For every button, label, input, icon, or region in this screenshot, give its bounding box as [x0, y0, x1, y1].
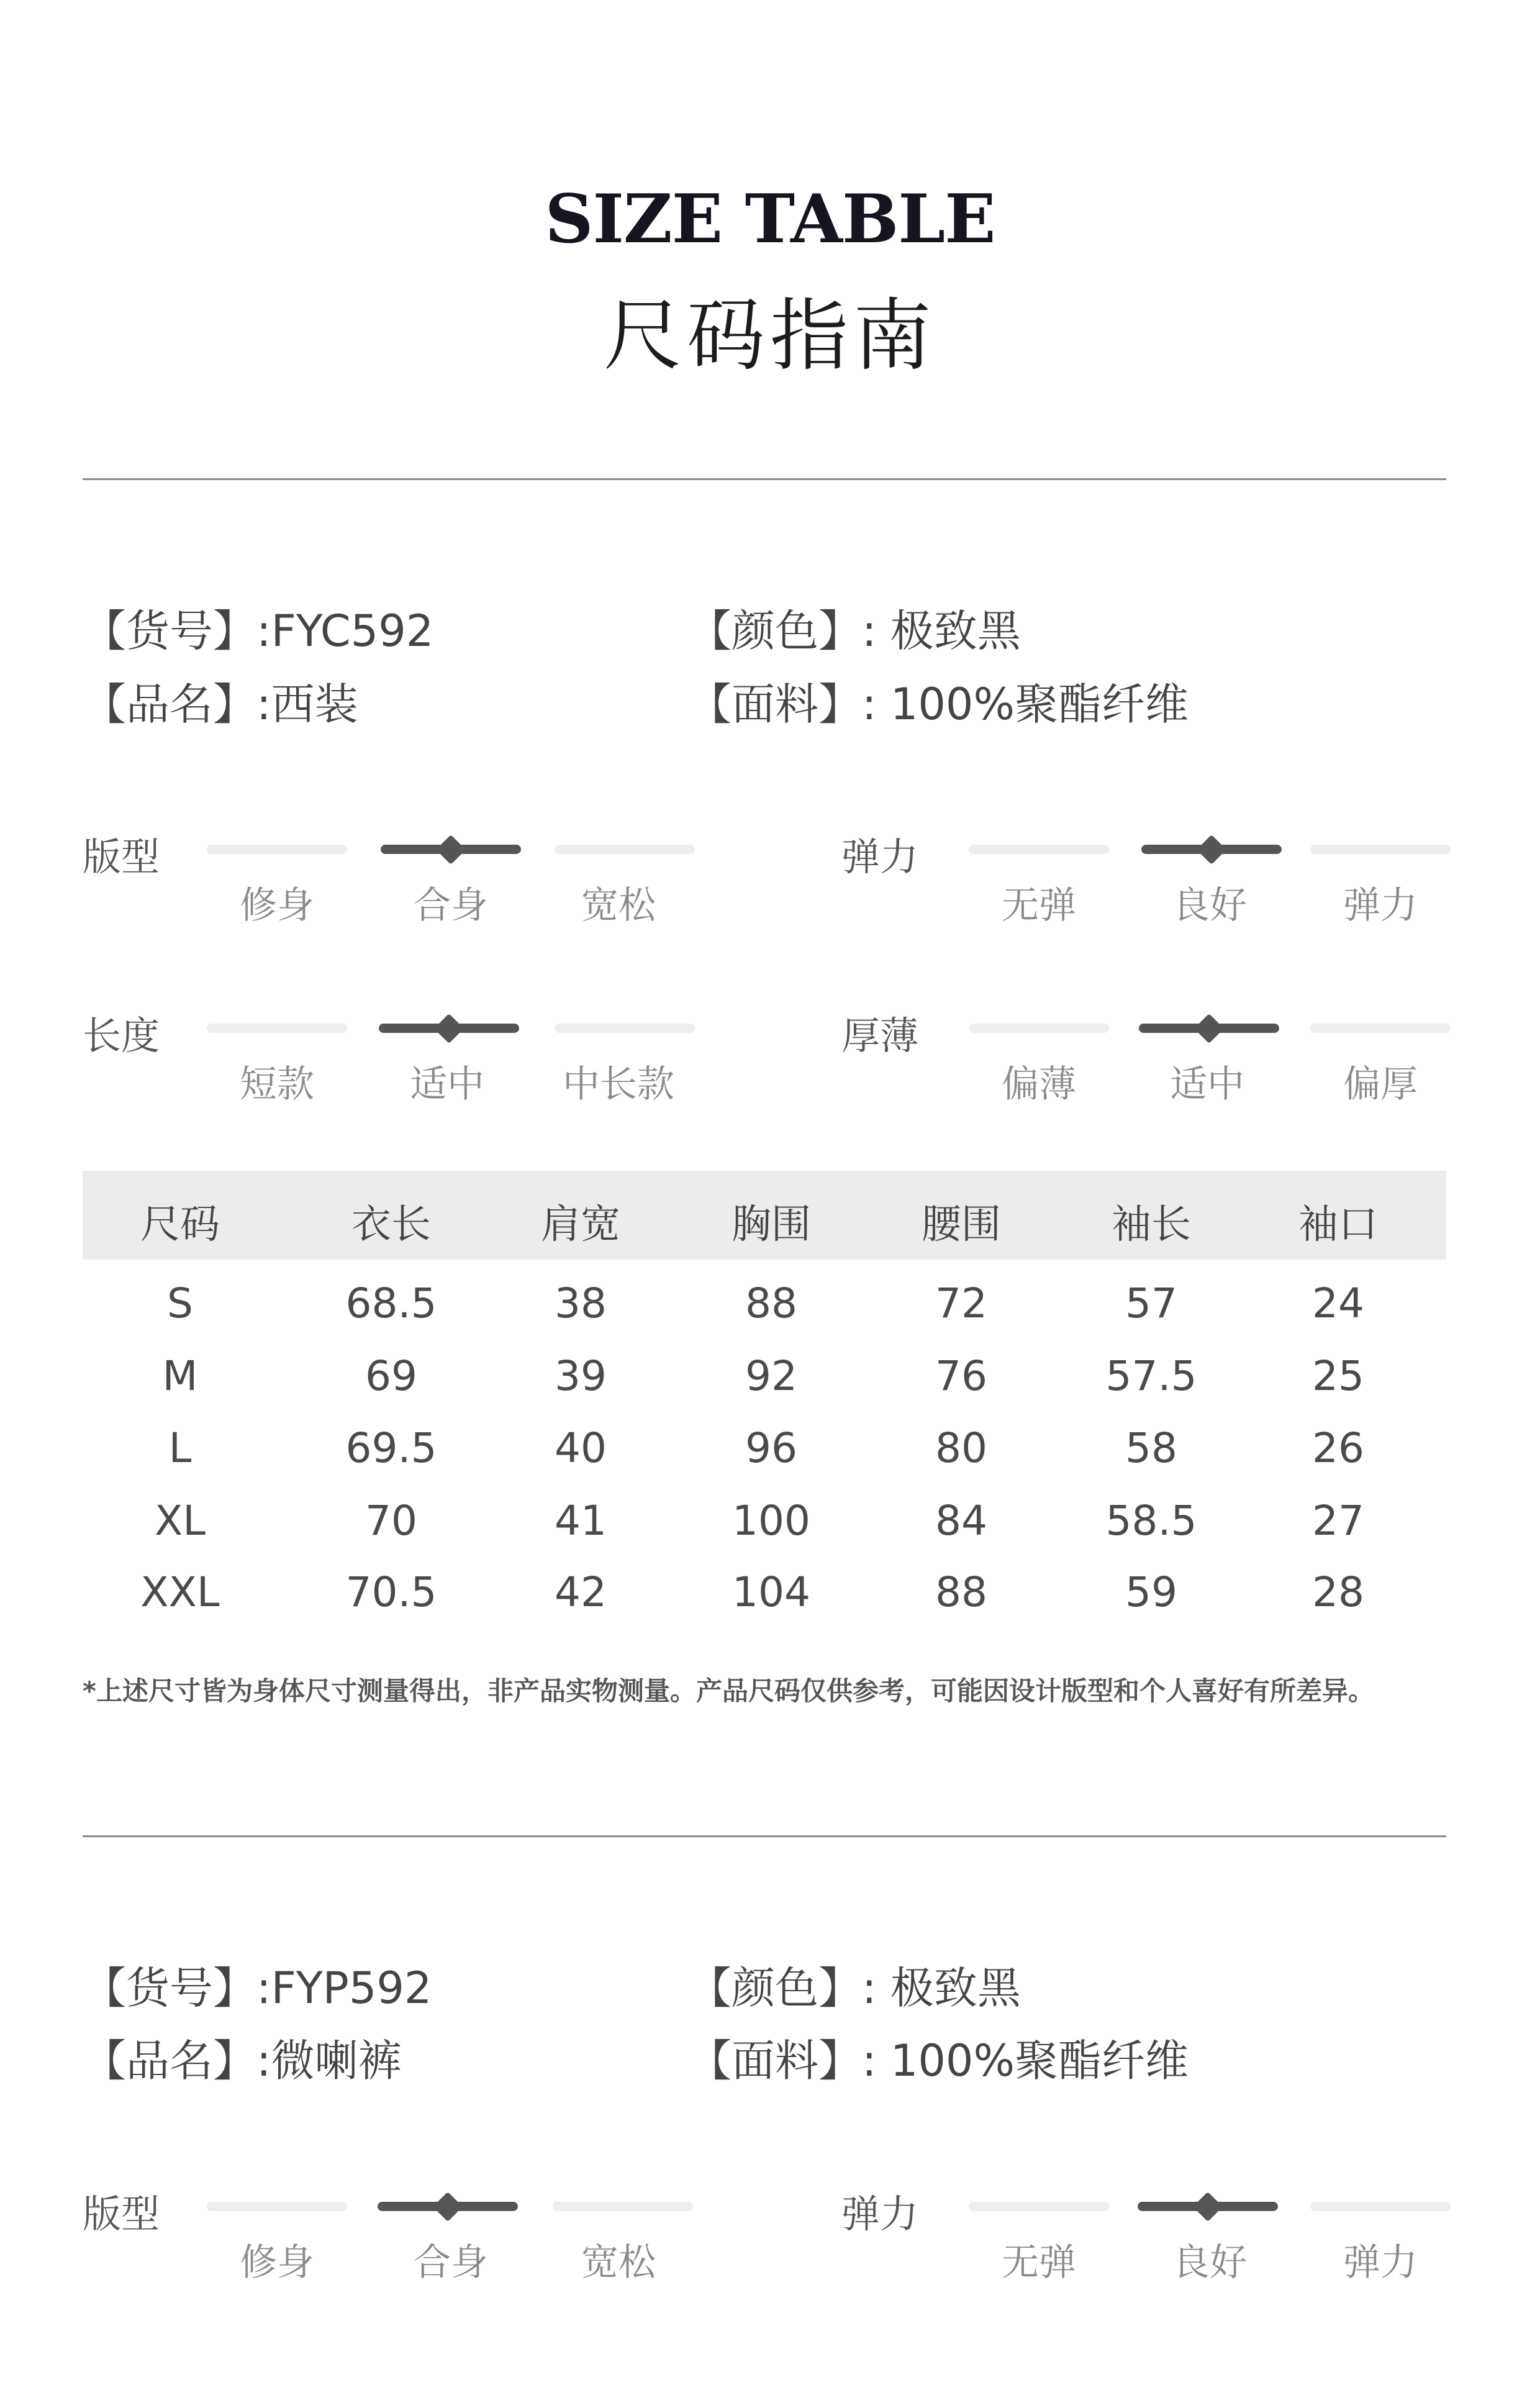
rating-option: 偏薄 — [1002, 1063, 1076, 1106]
table-header-cuff: 袖口 — [1298, 1202, 1378, 1248]
table-cell: 24 — [1312, 1279, 1364, 1327]
table-cell: 57.5 — [1105, 1352, 1197, 1400]
color-label: 【颜色】: — [688, 1963, 877, 2014]
rating-track — [1310, 1024, 1451, 1033]
rating-track-selected — [1138, 2202, 1278, 2211]
rating-track — [1310, 2202, 1451, 2211]
table-cell: 100 — [732, 1497, 810, 1545]
table-cell: 72 — [935, 1279, 987, 1327]
product-fabric-row — [688, 670, 1189, 732]
rating-label: 厚薄 — [841, 1013, 919, 1058]
table-cell: 58 — [1125, 1424, 1177, 1472]
name-label: 【品名】: — [83, 679, 271, 730]
rating-track — [553, 2202, 693, 2211]
product-name: 西装 — [271, 679, 358, 730]
code-label: 【货号】: — [83, 606, 271, 656]
product-fabric-row — [688, 2026, 1189, 2089]
rating-option: 弹力 — [1343, 884, 1418, 927]
table-cell: 38 — [555, 1279, 607, 1327]
rating-option: 宽松 — [581, 884, 656, 927]
product-color-row — [688, 596, 1021, 659]
table-cell: 69.5 — [345, 1424, 437, 1472]
table-cell: M — [162, 1352, 198, 1400]
rating-option: 合身 — [414, 2241, 488, 2284]
rating-option: 修身 — [240, 884, 314, 927]
rating-option: 无弹 — [1002, 884, 1076, 927]
rating-label: 弹力 — [841, 2191, 919, 2237]
rating-label: 版型 — [83, 834, 160, 879]
table-cell: S — [167, 1279, 193, 1327]
rating-option: 宽松 — [581, 2241, 656, 2284]
rating-track — [969, 845, 1109, 854]
rating-option: 适中 — [1170, 1063, 1244, 1106]
table-cell: 58.5 — [1105, 1497, 1197, 1545]
table-cell: 92 — [745, 1352, 797, 1400]
table-cell: 28 — [1312, 1568, 1364, 1616]
table-cell: 39 — [555, 1352, 607, 1400]
table-cell: 25 — [1312, 1352, 1364, 1400]
table-cell: 80 — [935, 1424, 987, 1472]
fabric-label: 【面料】: — [688, 2035, 877, 2086]
table-cell: XL — [155, 1497, 206, 1545]
table-cell: 40 — [555, 1424, 607, 1472]
rating-track-selected — [1141, 845, 1282, 854]
product-code: FYP592 — [271, 1963, 432, 2014]
rating-track-selected — [1139, 1024, 1279, 1033]
divider — [83, 478, 1446, 480]
table-header-sleeve: 袖长 — [1112, 1202, 1191, 1248]
table-header-size: 尺码 — [140, 1202, 220, 1248]
rating-track — [969, 2202, 1109, 2211]
table-cell: 41 — [555, 1497, 607, 1545]
rating-label: 弹力 — [841, 834, 919, 879]
rating-option: 弹力 — [1343, 2241, 1418, 2284]
product-name-row — [83, 2026, 402, 2089]
table-cell: 88 — [935, 1568, 987, 1616]
product-code-row — [83, 596, 433, 659]
table-header-shoulder: 肩宽 — [541, 1202, 620, 1248]
rating-track — [207, 1024, 347, 1033]
rating-option: 偏厚 — [1343, 1063, 1418, 1106]
product-color: 极致黑 — [890, 1963, 1021, 2014]
table-cell: 69 — [365, 1352, 417, 1400]
rating-track-selected — [378, 2202, 518, 2211]
rating-track — [207, 2202, 347, 2211]
fabric-label: 【面料】: — [688, 679, 877, 730]
product-name: 微喇裤 — [271, 2035, 402, 2086]
table-cell: 76 — [935, 1352, 987, 1400]
page-title-cn: 尺码指南 — [604, 290, 936, 381]
page-title-en: SIZE TABLE — [545, 180, 995, 258]
code-label: 【货号】: — [83, 1963, 271, 2014]
rating-option: 修身 — [240, 2241, 314, 2284]
rating-label: 长度 — [83, 1013, 160, 1058]
rating-option: 合身 — [414, 884, 488, 927]
rating-option: 中长款 — [563, 1063, 674, 1106]
product-name-row — [83, 670, 358, 732]
table-header-chest: 胸围 — [732, 1202, 811, 1248]
table-cell: 84 — [935, 1497, 987, 1545]
table-cell: 59 — [1125, 1568, 1177, 1616]
table-cell: 70.5 — [345, 1568, 437, 1616]
divider — [83, 1835, 1446, 1837]
rating-track — [555, 845, 695, 854]
product-fabric: 100%聚酯纤维 — [890, 679, 1189, 730]
table-header-waist: 腰围 — [922, 1202, 1001, 1248]
rating-option: 适中 — [410, 1063, 484, 1106]
rating-label: 版型 — [83, 2191, 160, 2237]
table-header-length: 衣长 — [351, 1202, 431, 1248]
rating-track — [969, 1024, 1109, 1033]
table-cell: 70 — [365, 1497, 417, 1545]
rating-track — [1310, 845, 1451, 854]
table-cell: 57 — [1125, 1279, 1177, 1327]
product-color: 极致黑 — [890, 606, 1021, 656]
table-cell: 27 — [1312, 1497, 1364, 1545]
rating-option: 良好 — [1172, 2241, 1247, 2284]
product-color-row — [688, 1953, 1021, 2016]
rating-track — [555, 1024, 695, 1033]
table-cell: 88 — [745, 1279, 797, 1327]
product-fabric: 100%聚酯纤维 — [890, 2035, 1189, 2086]
product-code: FYC592 — [271, 606, 434, 656]
size-disclaimer: *上述尺寸皆为身体尺寸测量得出，非产品实物测量。产品尺码仅供参考，可能因设计版型和个人喜好有所差异。 — [83, 1676, 1374, 1706]
rating-track — [207, 845, 347, 854]
table-cell: 26 — [1312, 1424, 1364, 1472]
rating-track-selected — [381, 845, 521, 854]
name-label: 【品名】: — [83, 2035, 271, 2086]
table-cell: 42 — [555, 1568, 607, 1616]
table-cell: 104 — [732, 1568, 810, 1616]
rating-option: 短款 — [240, 1063, 314, 1106]
color-label: 【颜色】: — [688, 606, 877, 656]
table-cell: 96 — [745, 1424, 797, 1472]
table-cell: L — [168, 1424, 192, 1472]
product-code-row — [83, 1953, 432, 2016]
rating-track-selected — [379, 1024, 519, 1033]
table-cell: XXL — [140, 1568, 220, 1616]
rating-option: 良好 — [1172, 884, 1247, 927]
table-cell: 68.5 — [345, 1279, 437, 1327]
rating-option: 无弹 — [1002, 2241, 1076, 2284]
